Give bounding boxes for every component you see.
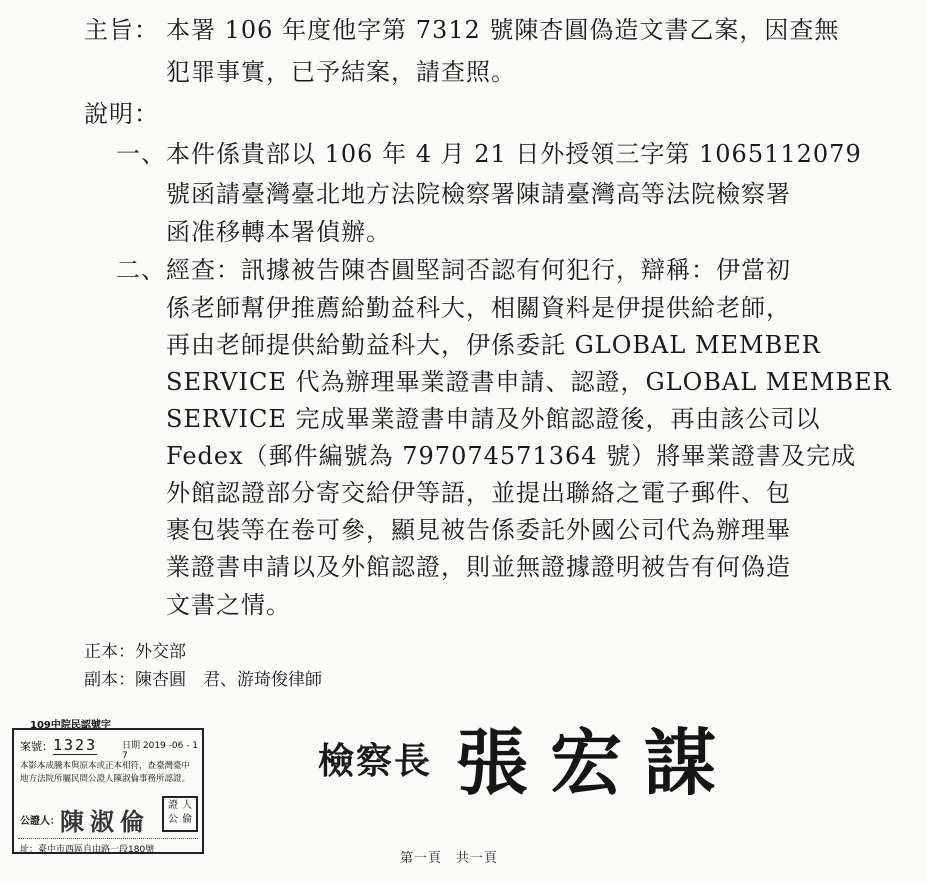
item-2-marker: 二、 [116, 256, 166, 284]
item-2-line-6: Fedex（郵件編號為 797074571364 號）將畢業證書及完成 [166, 442, 857, 470]
notary-label: 公證人： [20, 816, 60, 827]
item-2-line-9: 業證書申請以及外館認證，則並無證據證明被告有何偽造 [166, 553, 791, 581]
item-2-line-10: 文書之情。 [166, 591, 291, 619]
receipt-number-row [20, 736, 97, 754]
stamp-note [20, 760, 190, 786]
seal-char: 公 [168, 814, 178, 825]
copy-recipients: 副本：陳杏圓 君、游琦俊律師 [84, 670, 322, 690]
seal-char: 人 [182, 800, 192, 811]
subject-line-2: 犯罪事實，已予結案，請查照。 [166, 58, 516, 86]
subject-label: 主旨： [84, 16, 159, 44]
explanation-label: 說明： [84, 100, 159, 128]
stamp-box [12, 728, 204, 854]
page-number: 第一頁 共一頁 [400, 851, 499, 866]
stamp-heading: 109中院民認號字 [30, 720, 111, 731]
item-1-line-3: 函准移轉本署偵辦。 [166, 218, 391, 246]
item-2-line-4: SERVICE 代為辦理畢業證書申請、認證，GLOBAL MEMBER [166, 368, 892, 396]
stamp-divider [18, 838, 198, 839]
item-1-line-2: 號函請臺灣臺北地方法院檢察署陳請臺灣高等法院檢察署 [166, 180, 791, 208]
item-2-line-3: 再由老師提供給勤益科大，伊係委託 GLOBAL MEMBER [166, 331, 821, 359]
stamp-date: 日期 2019 -06 - 1 7 [122, 741, 199, 761]
item-2-line-2: 係老師幫伊推薦給勤益科大，相關資料是伊提供給老師， [166, 294, 791, 322]
signer-name: 張宏謀 [456, 720, 739, 805]
stamp-address: 址：臺中市西區自由路一段180號 [20, 845, 155, 855]
notary-stamp [12, 716, 206, 854]
item-1-marker: 一、 [116, 140, 166, 168]
subject-line-1: 本署 106 年度他字第 7312 號陳杏圓偽造文書乙案，因查無 [166, 16, 840, 44]
stamp-note-line: 本影本成騰本與原本或正本相符，查臺灣臺中 [20, 761, 191, 771]
item-2-line-5: SERVICE 完成畢業證書申請及外館認證後，再由該公司以 [166, 405, 821, 433]
stamp-note-line: 地方法院所屬民間公證人陳淑倫事務所認證。 [20, 774, 191, 784]
item-2-line-1: 經查：訊據被告陳杏圓堅詞否認有何犯行，辯稱：伊當初 [166, 256, 791, 284]
signer-title: 檢察長 [318, 740, 433, 782]
notary-seal [162, 796, 198, 832]
item-2-line-7: 外館認證部分寄交給伊等語，並提出聯絡之電子郵件、包 [166, 479, 791, 507]
receipt-number: 1323 [53, 736, 98, 754]
notary-signature: 陳淑倫 [60, 807, 150, 836]
seal-char: 倫 [182, 814, 192, 825]
original-recipient: 正本：外交部 [84, 642, 186, 662]
item-1-line-1: 本件係貴部以 106 年 4 月 21 日外授領三字第 1065112079 [166, 140, 862, 168]
item-2-line-8: 裹包裝等在卷可參，顯見被告係委託外國公司代為辦理畢 [166, 516, 791, 544]
seal-char: 證 [168, 800, 178, 811]
receipt-label: 案號： [20, 740, 53, 753]
